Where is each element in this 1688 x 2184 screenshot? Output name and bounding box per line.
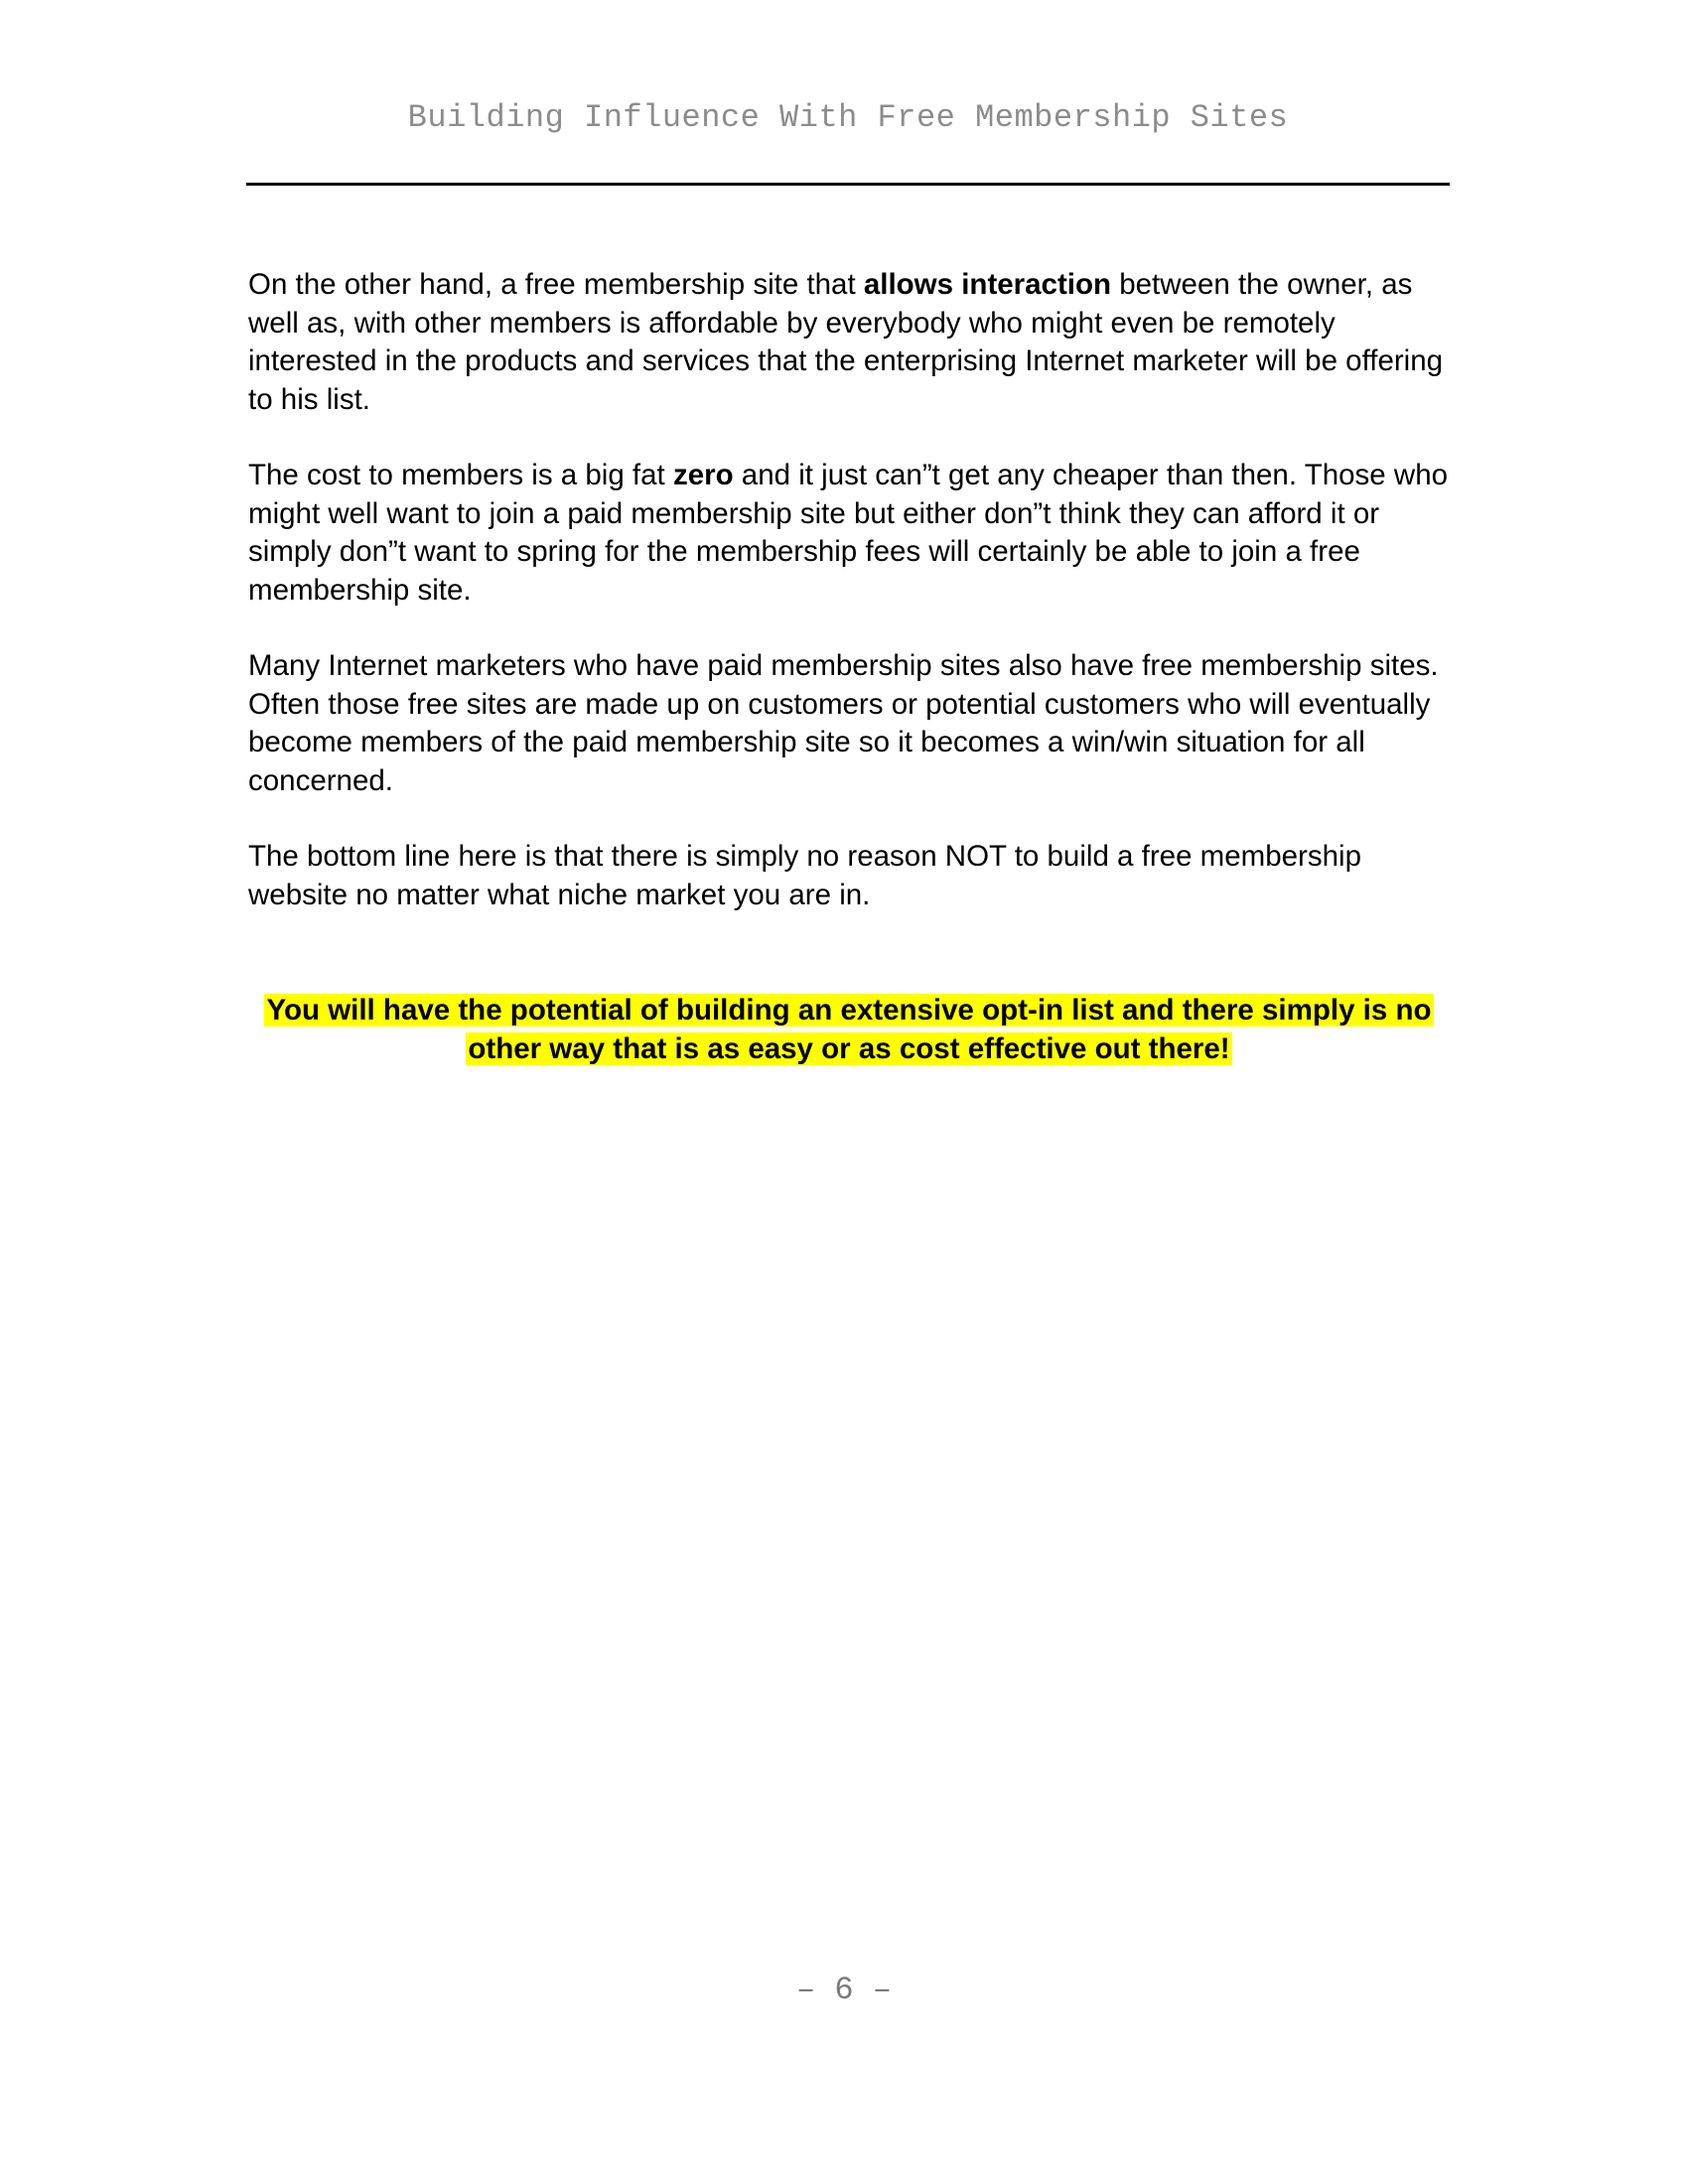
paragraph-allows-interaction	[248, 266, 1450, 419]
paragraph-text: On the other hand, a free membership site that	[248, 268, 864, 301]
paragraph-text: between the owner, as well as, with other members is affordable by everybody who might even be remotely interested in the products and services that the enterprising Internet marketer will be offering to his list.	[248, 268, 1444, 416]
body-text	[248, 266, 1450, 952]
paragraph-bottom-line: The bottom line here is that there is simply no reason NOT to build a free membership website no matter what niche market you are in.	[248, 840, 1361, 911]
paragraph-text: The cost to members is a big fat	[248, 459, 673, 491]
header-divider	[246, 183, 1450, 186]
paragraph-many-marketers: Many Internet marketers who have paid membership sites also have free membership sites. Often those free sites are made up on customers or potential customers who will eventually become members of the paid membership site so it becomes a win/win situation for all concerned.	[248, 649, 1439, 797]
bold-phrase: allows interaction	[863, 268, 1112, 301]
page-header-title: Building Influence With Free Membership Sites	[407, 99, 1289, 136]
paragraph-cost-to-members	[248, 457, 1450, 610]
bold-phrase: zero	[672, 459, 734, 491]
highlighted-callout	[248, 992, 1450, 1068]
page-number: – 6 –	[795, 1972, 892, 2008]
paragraph-text: and it just can”t get any cheaper than then. Those who might well want to join a paid membership site but either don”t think they can afford it or simply don”t want to spring for the membership fees will certainly be able to join a free membership site.	[248, 459, 1449, 607]
callout-text: You will have the potential of building an extensive opt-in list and there simply is no other way that is as easy or as cost effective out there!	[266, 994, 1432, 1065]
